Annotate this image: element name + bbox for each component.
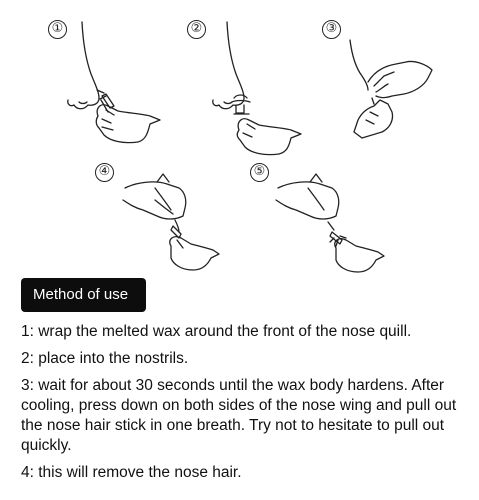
instructions-list [21,322,473,483]
step-4-number: ④ [95,163,114,182]
nose-with-wax-stick-in-nostril-icon [187,20,327,150]
step-2-number: ② [187,20,206,39]
hands-pressing-nose-wings-icon [322,20,472,150]
instruction-item-1: 1: wrap the melted wax around the front of the nose quill. [21,323,412,340]
nose-with-wax-stick-insert-icon [48,20,188,150]
instruction-item-3: 3: wait for about 30 seconds until the wax body hardens. After cooling, press down on both sides of the nose wing and pull out the nose hair stick in one breath. Try not to hesitate to pull out quickly. [21,377,457,454]
instruction-item-2: 2: place into the nostrils. [21,350,189,367]
step-5-number: ⑤ [250,163,269,182]
step-1-number: ① [48,20,67,39]
method-of-use-badge: Method of use [21,278,146,312]
nose-hair-removed-on-stick-icon [250,160,400,272]
instruction-item-4: 4: this will remove the nose hair. [21,464,242,481]
step-3-number: ③ [322,20,341,39]
hand-pulling-stick-from-nose-icon [95,160,245,272]
